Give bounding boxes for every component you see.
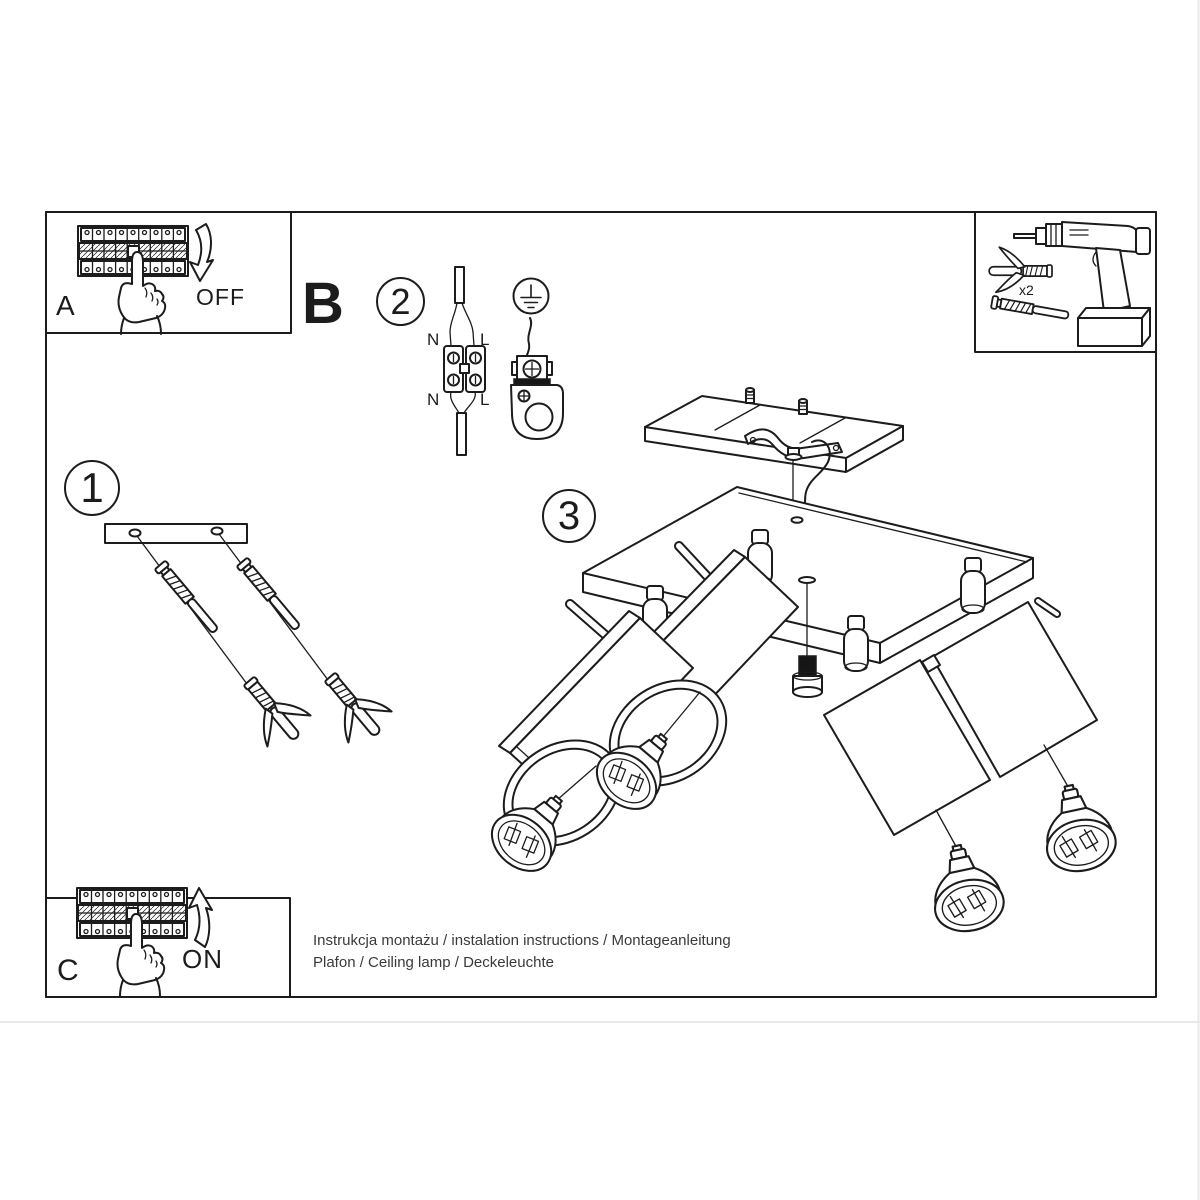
stud-screw	[746, 388, 754, 403]
footer-line-1: Instrukcja montażu / instalation instructions / Montageanleitung	[313, 932, 731, 949]
section-a-label: A	[56, 290, 75, 321]
section-c-label: C	[57, 954, 79, 987]
live-label-top: L	[480, 330, 490, 349]
off-label: OFF	[196, 284, 245, 310]
drill-icon	[1014, 222, 1150, 346]
terminal-block	[444, 346, 485, 392]
earth-wire	[527, 318, 531, 355]
wall-plug-icon	[309, 661, 397, 752]
on-label: ON	[182, 944, 223, 974]
tools-drawing	[989, 222, 1150, 346]
mounting-bracket	[105, 524, 247, 543]
neutral-label-bottom: N	[427, 390, 440, 409]
wall-plug-icon	[228, 665, 316, 756]
lamp-socket	[961, 558, 985, 613]
lamp-cable	[457, 413, 466, 455]
wiring-drawing	[444, 267, 563, 455]
mains-cable	[455, 267, 464, 303]
step-3-badge: 3	[542, 489, 596, 543]
section-b-label: B	[302, 271, 343, 336]
step3-drawing	[481, 388, 1121, 937]
earth-symbol-icon	[514, 279, 549, 314]
live-label-bottom: L	[480, 390, 490, 409]
screw-icon	[237, 558, 303, 633]
screw-icon	[991, 296, 1069, 322]
step-1-badge: 1	[64, 460, 120, 516]
neutral-label-top: N	[427, 330, 440, 349]
arrow-down-icon	[190, 224, 213, 281]
screw-icon	[155, 561, 221, 636]
section-a-drawing	[78, 224, 213, 334]
footer-line-2: Plafon / Ceiling lamp / Deckeleuchte	[313, 954, 554, 971]
section-c-drawing	[77, 888, 212, 996]
lamp-socket	[844, 616, 868, 671]
gu10-bulb	[1035, 779, 1121, 878]
stud-screw	[799, 399, 807, 414]
footer-text	[313, 930, 731, 974]
gu10-bulb	[923, 839, 1009, 938]
earth-clamp	[511, 356, 563, 439]
step-2-badge: 2	[376, 277, 425, 326]
anchor-quantity-label: x2	[1019, 282, 1034, 298]
step1-drawing	[105, 524, 397, 756]
arrow-up-icon	[189, 888, 212, 947]
